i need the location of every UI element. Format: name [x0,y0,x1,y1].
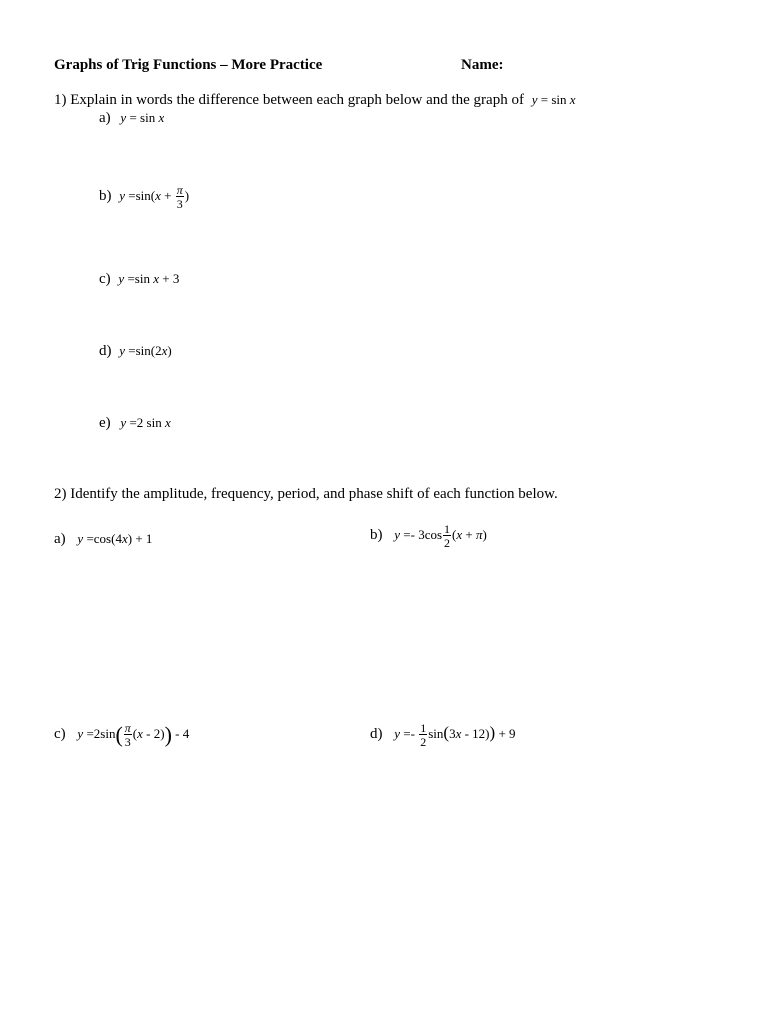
item-label: c) [99,271,111,287]
item-label: e) [99,415,111,431]
fraction: $\frac{\pi}{3}$ [124,721,131,749]
reference-equation: y = sin x [531,92,576,107]
equation: y =sin(2x) [119,343,172,358]
equation: y =- $\frac{1}{2}$ sin(3x - 12)) + 9 [394,721,516,749]
question-1-text: 1) Explain in words the difference between each graph below and the graph of [54,92,524,108]
q2-item-d [370,722,516,748]
q2-item-c [54,722,189,748]
equation: y = sin x [120,110,165,125]
worksheet-title: Graphs of Trig Functions – More Practice [54,57,323,73]
item-label: d) [370,725,383,742]
item-label: d) [99,343,112,359]
item-label: a) [54,531,66,547]
question-2-prompt: 2) Identify the amplitude, frequency, period, and phase shift of each function below. [54,486,558,502]
q1-item-c [99,271,179,288]
equation: y =sin(x + $\frac{\pi}{3}$ ) [119,183,190,211]
item-label: a) [99,110,111,126]
q1-item-d [99,343,172,360]
item-label: c) [54,725,66,742]
equation: y =sin x + 3 [118,271,180,286]
q2-item-b [370,523,487,549]
name-label: Name: [461,57,504,73]
fraction: $\frac{\pi}{3}$ [176,183,183,211]
item-label: b) [370,526,383,543]
question-1-prompt [54,92,576,109]
q1-item-e [99,415,171,432]
q1-item-b [99,184,189,210]
q2-item-a [54,531,152,548]
equation: y =2sin( $\frac{\pi}{3}$ (x - 2)) - 4 [77,721,190,749]
equation: y =cos(4x) + 1 [77,531,153,546]
fraction: $\frac{1}{2}$ [420,721,427,749]
item-label: b) [99,187,112,204]
equation: y =- 3cos $\frac{1}{2}$ (x + π) [394,522,487,550]
equation: y =2 sin x [120,415,171,430]
fraction: $\frac{1}{2}$ [444,522,451,550]
q1-item-a [99,110,164,127]
